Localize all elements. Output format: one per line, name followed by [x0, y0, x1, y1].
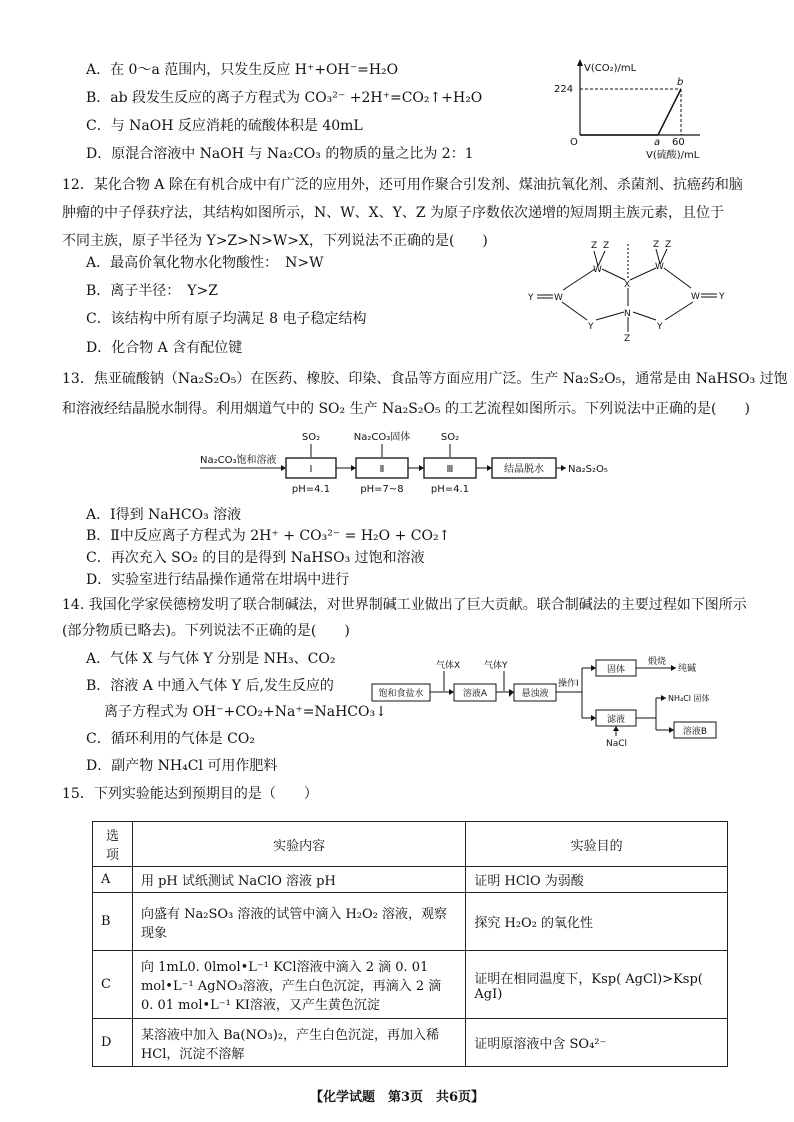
q15-stem: 15．下列实验能达到预期目的是（ ）: [62, 786, 318, 802]
q14-flow-liquid: 滤液: [606, 715, 626, 725]
q11-graph-ylabel: V(CO₂)/mL: [584, 63, 637, 74]
q12-stem-line2: 肿瘤的中子俘获疗法，其结构如图所示，N、W、X、Y、Z 为原子序数依次递增的短周期主族元素，且位于: [62, 205, 725, 221]
row-goal: 证明在相同温度下，Ksp( AgCl)>Ksp( AgI): [466, 951, 728, 1019]
row-option: A: [93, 867, 133, 893]
atom-w2: W: [655, 262, 664, 272]
atom-y3: Y: [588, 322, 594, 332]
table-row: [93, 1019, 728, 1067]
q13-stem-line2: 和溶液经结晶脱水制得。利用烟道气中的 SO₂ 生产 Na₂S₂O₅ 的工艺流程如图所示。下列说法中正确的是( ): [62, 401, 750, 417]
q13-flow-start: Na₂CO₃饱和溶液: [200, 455, 277, 466]
q12-option-a: A．最高价氧化物水化物酸性： N>W: [86, 255, 324, 271]
q12-stem-line3: 不同主族，原子半径为 Y>Z>N>W>X，下列说法不正确的是( ): [62, 233, 488, 249]
q14-option-d: D．副产物 NH₄Cl 可用作肥料: [86, 758, 278, 774]
atom-x: X: [624, 280, 631, 290]
header-option: 选项: [93, 822, 133, 867]
q14-flow-sola: 溶液A: [462, 689, 488, 699]
table-row: [93, 951, 728, 1019]
q14-stem-line1: 14. 我国化学家侯德榜发明了联合制碱法，对世界制碱工业做出了巨大贡献。联合制碱法的主要过程如下图所示: [62, 597, 747, 613]
row-option: C: [93, 951, 133, 1019]
q12-option-d: D．化合物 A 含有配位键: [86, 340, 243, 356]
q14-flow-op: 操作Ⅰ: [558, 679, 579, 689]
q14-flow-start: 饱和食盐水: [378, 689, 424, 699]
q14-flowchart: [370, 656, 730, 756]
q13-flow-b2: Ⅱ: [379, 464, 385, 475]
q13-option-d: D．实验室进行结晶操作通常在坩埚中进行: [86, 572, 350, 588]
q13-option-b: B．Ⅱ中反应离子方程式为 2H⁺ + CO₃²⁻ = H₂O + CO₂↑: [86, 528, 451, 544]
atom-z1: Z: [591, 241, 598, 251]
row-option: D: [93, 1019, 133, 1067]
row-goal: 证明原溶液中含 SO₄²⁻: [466, 1019, 728, 1067]
q12-option-b: B．离子半径： Y>Z: [86, 283, 218, 299]
q14-flow-calc: 煅烧: [648, 657, 667, 667]
q13-stem-line1: 13．焦亚硫酸钠（Na₂S₂O₅）在医药、橡胶、印染、食品等方面应用广泛。生产 Na₂S₂O₅，通常是由 NaHSO₃ 过饱: [62, 371, 788, 387]
q12-stem-line1: 12．某化合物 A 除在有机合成中有广泛的应用外，还可用作聚合引发剂、煤油抗氧化剂、杀菌剂、抗癌药和脑: [62, 177, 743, 193]
header-goal: 实验目的: [466, 822, 728, 867]
atom-z5: Z: [624, 334, 631, 344]
q13-flowchart: [200, 430, 660, 500]
q13-flow-in1: SO₂: [301, 432, 321, 443]
q13-flow-ph1: pH=4.1: [291, 484, 331, 495]
q11-graph-yval: 224: [554, 84, 574, 95]
table-row: [93, 867, 728, 893]
q14-flow-gasy: 气体Y: [484, 661, 508, 671]
row-goal: 探究 H₂O₂ 的氧化性: [466, 893, 728, 951]
atom-z4: Z: [665, 240, 672, 250]
q12-option-c: C．该结构中所有原子均满足 8 电子稳定结构: [86, 311, 367, 327]
q14-flow-solid: 固体: [606, 665, 626, 675]
q15-table: [92, 821, 728, 1067]
q14-option-b1: B．溶液 A 中通入气体 Y 后,发生反应的: [86, 678, 334, 694]
q14-stem-line2: (部分物质已略去)。下列说法不正确的是( ): [62, 623, 350, 639]
q13-flow-end: Na₂S₂O₅: [568, 464, 608, 475]
page-footer: 【化学试题 第3页 共6页】: [309, 1090, 485, 1105]
atom-w3: W: [554, 293, 563, 303]
table-row: [93, 893, 728, 951]
row-content: 向 1mL0. 0lmol•L⁻¹ KCl溶液中滴入 2 滴 0. 01 mol•L⁻¹ AgNO₃溶液，产生白色沉淀，再滴入 2 滴 0. 01 mol•L⁻¹ KI溶液，又产生黄色沉淀: [132, 951, 465, 1019]
q13-option-c: C．再次充入 SO₂ 的目的是得到 NaHSO₃ 过饱和溶液: [86, 550, 425, 566]
q11-option-d: D．原混合溶液中 NaOH 与 Na₂CO₃ 的物质的量之比为 2：1: [86, 146, 474, 162]
q14-option-c: C．循环利用的气体是 CO₂: [86, 731, 255, 747]
q14-flow-solb: 溶液B: [682, 727, 708, 737]
q11-option-a: A．在 0～a 范围内，只发生反应 H⁺+OH⁻=H₂O: [86, 62, 399, 78]
q13-flow-ph2: pH=7~8: [360, 484, 404, 495]
q14-flow-nh4cl: NH₄Cl 固体: [668, 694, 710, 703]
q13-flow-b4: 结晶脱水: [504, 464, 544, 475]
q14-flow-gasx: 气体X: [436, 661, 461, 671]
q13-flow-in2: Na₂CO₃固体: [353, 432, 411, 443]
atom-z3: Z: [653, 240, 660, 250]
q11-graph-b: b: [677, 77, 684, 88]
q11-graph-xlabel: V(硫酸)/mL: [646, 150, 700, 161]
q13-flow-ph3: pH=4.1: [430, 484, 470, 495]
q11-option-b: B．ab 段发生反应的离子方程式为 CO₃²⁻ +2H⁺=CO₂↑+H₂O: [86, 90, 483, 106]
q13-option-a: A．Ⅰ得到 NaHCO₃ 溶液: [86, 507, 242, 523]
header-content: 实验内容: [132, 822, 465, 867]
row-content: 向盛有 Na₂SO₃ 溶液的试管中滴入 H₂O₂ 溶液，观察现象: [132, 893, 465, 951]
q13-flow-b1: Ⅰ: [309, 464, 313, 475]
q14-flow-soda: 纯碱: [678, 664, 697, 674]
atom-w1: W: [593, 265, 602, 275]
atom-n: N: [624, 309, 631, 319]
q11-graph-origin: O: [570, 137, 578, 148]
row-goal: 证明 HClO 为弱酸: [466, 867, 728, 893]
q13-flow-b3: Ⅲ: [446, 464, 454, 475]
q12-structure: [525, 238, 735, 348]
row-content: 某溶液中加入 Ba(NO₃)₂，产生白色沉淀，再加入稀 HCl，沉淀不溶解: [132, 1019, 465, 1067]
atom-z2: Z: [603, 241, 610, 251]
table-header-row: [93, 822, 728, 867]
q14-flow-susp: 悬浊液: [521, 689, 549, 699]
q11-option-c: C．与 NaOH 反应消耗的硫酸体积是 40mL: [86, 118, 363, 134]
row-option: B: [93, 893, 133, 951]
row-content: 用 pH 试纸测试 NaClO 溶液 pH: [132, 867, 465, 893]
q14-option-a: A．气体 X 与气体 Y 分别是 NH₃、CO₂: [86, 651, 336, 667]
atom-y2: Y: [719, 292, 725, 302]
q11-graph-a: a: [654, 137, 661, 148]
atom-y4: Y: [657, 322, 663, 332]
q13-flow-in3: SO₂: [440, 432, 460, 443]
q14-flow-nacl: NaCl: [606, 739, 628, 749]
q14-option-b2: 离子方程式为 OH⁻+CO₂+Na⁺=NaHCO₃↓: [104, 704, 387, 720]
atom-w4: W: [691, 292, 700, 302]
q11-graph-60: 60: [672, 137, 685, 148]
q11-graph: [554, 55, 740, 165]
atom-y1: Y: [528, 293, 534, 303]
